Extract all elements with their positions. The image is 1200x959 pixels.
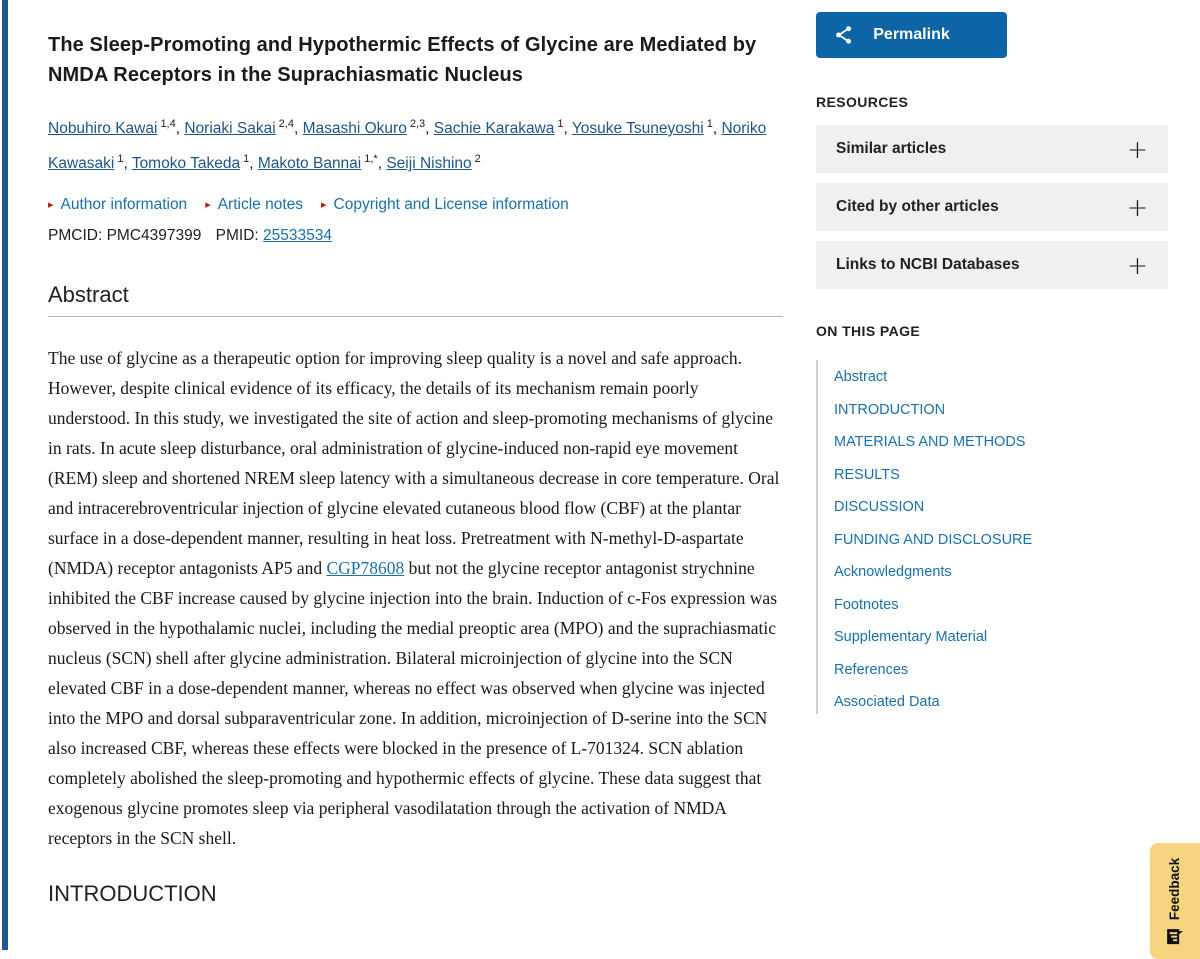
nav-item-abstract[interactable]: Abstract bbox=[834, 369, 888, 385]
meta-toggle-author-information[interactable] bbox=[48, 196, 187, 214]
author-link-sachie-karakawa[interactable]: Sachie Karakawa bbox=[433, 120, 555, 138]
introduction-heading: INTRODUCTION bbox=[48, 881, 217, 907]
nav-item-materials-and-methods[interactable]: MATERIALS AND METHODS bbox=[834, 434, 1026, 450]
resources-heading: RESOURCES bbox=[816, 94, 909, 110]
abstract-paragraph bbox=[48, 343, 783, 853]
accordion-cited-by-other-articles[interactable] bbox=[816, 183, 1168, 231]
permalink-label: Permalink bbox=[873, 26, 950, 43]
abstract-text-part1: The use of glycine as a therapeutic option for improving sleep quality is a novel and safe approach. However, despite clinical evidence of its efficacy, the details of its mechanism remain poorly understood. In this study, we investigated the site of action and sleep-promoting mechanisms of glycine in rats. In acute sleep disturbance, oral administration of glycine-induced non-rapid eye movement (REM) sleep and shortened NREM sleep latency with a simultaneous decrease in core temperature. Oral and intracerebroventricular injection of glycine elevated cutaneous blood flow (CBF) at the plantar surface in a dose-dependent manner, resulting in heat loss. Pretreatment with N-methyl-D-aspartate (NMDA) receptor antagonists AP5 and bbox=[48, 348, 780, 579]
accordion-links-to-ncbi-databases[interactable] bbox=[816, 241, 1168, 289]
resources-accordions bbox=[816, 125, 1168, 289]
author-separator: , bbox=[249, 155, 258, 173]
meta-toggle-article-notes[interactable] bbox=[205, 196, 303, 214]
meta-link-label: Copyright and License information bbox=[333, 196, 569, 214]
nav-item-acknowledgments[interactable]: Acknowledgments bbox=[834, 564, 952, 580]
abstract-heading: Abstract bbox=[48, 281, 783, 317]
pmid-link[interactable]: 25533534 bbox=[263, 227, 333, 245]
meta-link-label: Article notes bbox=[217, 196, 304, 214]
cgp78608-link[interactable]: CGP78608 bbox=[326, 558, 405, 579]
toggle-arrow-icon: ▸ bbox=[48, 198, 54, 211]
author-link-nobuhiro-kawai[interactable]: Nobuhiro Kawai bbox=[48, 120, 158, 138]
nav-item-results[interactable]: RESULTS bbox=[834, 466, 900, 483]
author-list bbox=[48, 109, 783, 179]
nav-item-discussion[interactable]: DISCUSSION bbox=[834, 499, 925, 515]
share-icon bbox=[834, 25, 854, 45]
feedback-inner bbox=[1167, 857, 1184, 944]
plus-icon: + bbox=[1127, 134, 1148, 164]
author-link-seiji-nishino[interactable]: Seiji Nishino bbox=[386, 155, 472, 173]
author-link-yosuke-tsuneyoshi[interactable]: Yosuke Tsuneyoshi bbox=[571, 120, 704, 138]
author-superscript: 1,4 bbox=[160, 118, 176, 130]
accordion-similar-articles[interactable] bbox=[816, 125, 1168, 173]
toggle-arrow-icon: ▸ bbox=[321, 198, 327, 211]
article-title: The Sleep-Promoting and Hypothermic Effects of Glycine are Mediated by NMDA Receptors in the Suprachiasmatic Nucleus bbox=[48, 34, 757, 86]
nav-item-introduction[interactable]: INTRODUCTION bbox=[834, 401, 946, 418]
nav-item-supplementary-material[interactable]: Supplementary Material bbox=[834, 629, 988, 645]
plus-icon: + bbox=[1127, 192, 1148, 222]
pmcid-label: PMCID: bbox=[48, 227, 103, 245]
accordion-label: Cited by other articles bbox=[836, 198, 999, 215]
right-sidebar bbox=[816, 12, 1168, 714]
pmcid-value: PMC4397399 bbox=[106, 227, 202, 245]
on-this-page-nav bbox=[816, 360, 1168, 714]
author-superscript: 2,4 bbox=[278, 118, 294, 130]
pmid-label: PMID: bbox=[215, 227, 259, 245]
author-superscript: 1,* bbox=[364, 153, 378, 166]
author-separator: , bbox=[563, 120, 572, 138]
author-separator: , bbox=[293, 120, 303, 138]
toggle-arrow-icon: ▸ bbox=[205, 198, 211, 211]
author-superscript: 1 bbox=[117, 153, 124, 166]
nav-item-associated-data[interactable]: Associated Data bbox=[834, 694, 940, 710]
author-link-masashi-okuro[interactable]: Masashi Okuro bbox=[302, 120, 407, 138]
author-superscript: 1 bbox=[243, 153, 250, 166]
plus-icon: + bbox=[1127, 250, 1148, 280]
article-ids bbox=[48, 227, 783, 245]
survey-icon bbox=[1167, 928, 1184, 945]
meta-toggle-copyright-and-license-information[interactable] bbox=[321, 196, 569, 214]
meta-links bbox=[48, 196, 783, 214]
nav-item-references[interactable]: References bbox=[834, 661, 909, 678]
page-left-accent-bar bbox=[2, 0, 8, 950]
feedback-button[interactable] bbox=[1150, 843, 1200, 959]
author-link-noriaki-sakai[interactable]: Noriaki Sakai bbox=[184, 120, 276, 138]
accordion-label: Links to NCBI Databases bbox=[836, 256, 1020, 273]
permalink-button[interactable] bbox=[816, 12, 1007, 58]
author-separator: , bbox=[425, 120, 434, 138]
author-link-makoto-bannai[interactable]: Makoto Bannai bbox=[257, 155, 362, 173]
article-main-column bbox=[48, 0, 783, 908]
nav-item-footnotes[interactable]: Footnotes bbox=[834, 596, 899, 613]
author-link-tomoko-takeda[interactable]: Tomoko Takeda bbox=[131, 155, 241, 173]
author-separator: , bbox=[377, 155, 387, 173]
author-superscript: 1 bbox=[557, 118, 564, 130]
author-separator: , bbox=[123, 155, 132, 173]
abstract-text-part2: but not the glycine receptor antagonist strychnine inhibited the CBF increase caused by glycine injection into the brain. Induction of c-Fos expression was observed in the hypothalamic nuclei, including the medial preoptic area (MPO) and the suprachiasmatic nucleus (SCN) shell after glycine administration. Bilateral microinjection of glycine into the SCN elevated CBF in a dose-dependent manner, whereas no effect was observed when glycine was injected into the MPO and dorsal subparaventricular zone. In addition, microinjection of D-serine into the SCN also increased CBF, whereas these effects were blocked in the presence of L-701324. SCN ablation completely abolished the sleep-promoting and hypothermic effects of glycine. These data suggest that exogenous glycine promotes sleep via peripheral vasodilatation through the activation of NMDA receptors in the SCN shell. bbox=[48, 558, 778, 849]
author-superscript: 1 bbox=[706, 118, 713, 130]
author-separator: , bbox=[175, 120, 185, 138]
author-superscript: 2 bbox=[474, 153, 481, 166]
author-separator: , bbox=[712, 120, 722, 138]
meta-link-label: Author information bbox=[60, 196, 188, 214]
on-this-page-heading: ON THIS PAGE bbox=[816, 323, 921, 339]
author-superscript: 2,3 bbox=[409, 118, 426, 130]
nav-item-funding-and-disclosure[interactable]: FUNDING AND DISCLOSURE bbox=[834, 531, 1033, 548]
feedback-label: Feedback bbox=[1167, 857, 1183, 920]
author-link-noriko-kawasaki[interactable]: Noriko Kawasaki bbox=[48, 120, 767, 173]
accordion-label: Similar articles bbox=[836, 140, 947, 157]
